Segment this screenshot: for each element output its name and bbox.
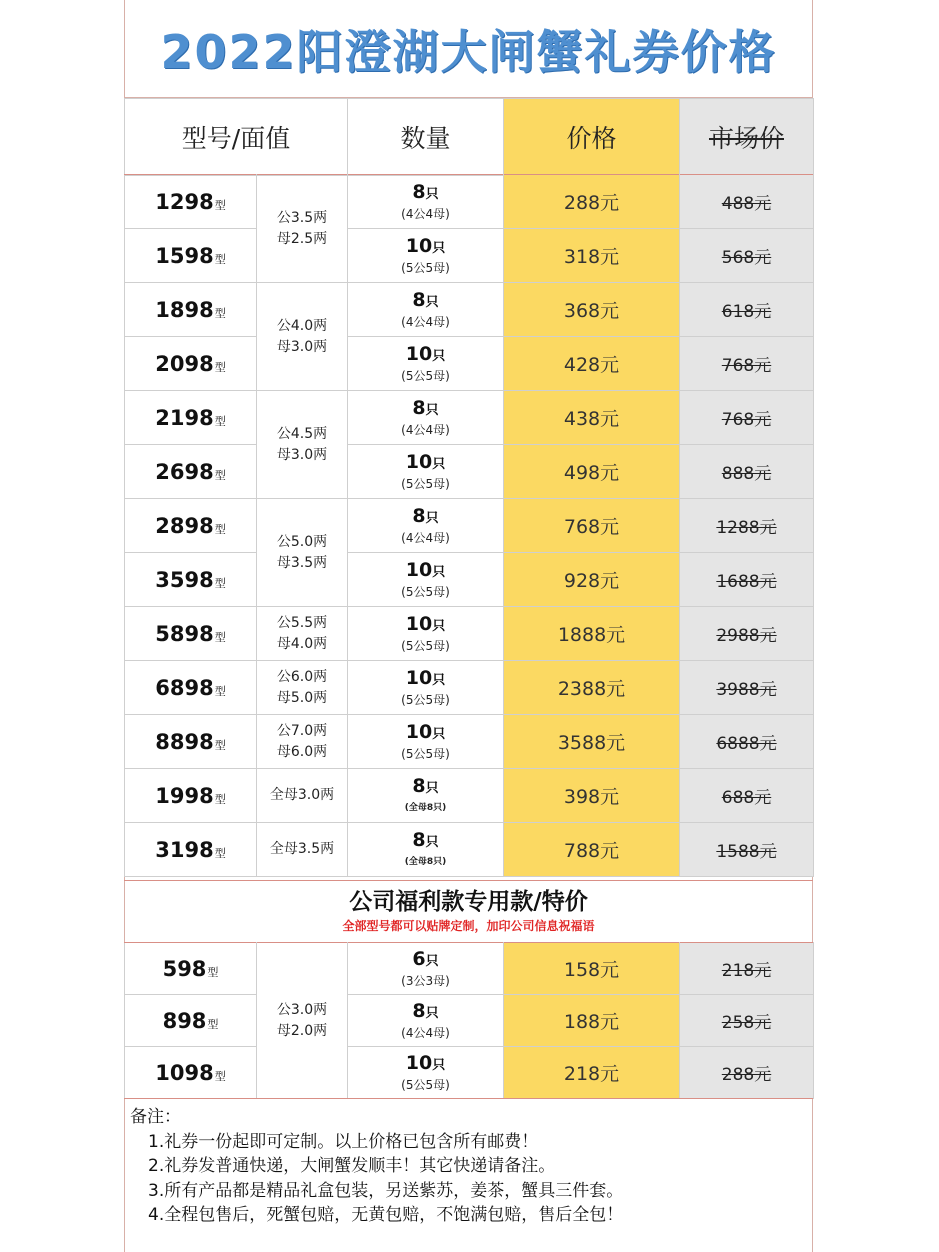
market-price-cell: 618元: [680, 283, 814, 337]
model-unit: 型: [214, 630, 226, 644]
table-row: [125, 229, 814, 283]
qty-unit: 只: [432, 565, 446, 580]
model-cell: [125, 607, 257, 661]
model-number: 898: [162, 1008, 207, 1033]
special-section-header: [124, 880, 813, 942]
market-price-cell: 688元: [680, 769, 814, 823]
price-cell: 158元: [504, 943, 680, 995]
market-price-cell: 258元: [680, 995, 814, 1047]
market-price-cell: 568元: [680, 229, 814, 283]
qty-count: [348, 667, 503, 692]
qty-count: [348, 505, 503, 530]
weight-cell: 公6.0两 母5.0两: [257, 661, 348, 715]
model-cell: [125, 283, 257, 337]
qty-detail: (4公4母): [401, 1026, 450, 1040]
qty-count: [348, 235, 503, 260]
price-cell: 288元: [504, 175, 680, 229]
note-item: 4.全程包售后，死蟹包赔，无黄包赔，不饱满包赔，售后全包！: [148, 1205, 624, 1225]
qty-count: [348, 397, 503, 422]
model-number: 2898: [155, 513, 214, 538]
market-price-cell: 768元: [680, 391, 814, 445]
qty-cell: [348, 943, 504, 995]
qty-count: [348, 1052, 503, 1077]
qty-unit: 只: [425, 511, 439, 526]
market-price-cell: 1588元: [680, 823, 814, 877]
market-price-cell: 6888元: [680, 715, 814, 769]
model-unit: 型: [214, 576, 226, 590]
qty-count: [348, 451, 503, 476]
price-cell: 788元: [504, 823, 680, 877]
table-row: [125, 943, 814, 995]
model-cell: [125, 337, 257, 391]
weight-cell: 公4.0两 母3.0两: [257, 283, 348, 391]
table-row: [125, 1047, 814, 1099]
qty-cell: [348, 553, 504, 607]
table-row: [125, 823, 814, 877]
qty-number: 10: [405, 721, 433, 743]
qty-number: 10: [405, 613, 433, 635]
qty-count: [348, 948, 503, 973]
qty-number: 6: [412, 948, 426, 970]
qty-cell: [348, 995, 504, 1047]
model-number: 1898: [155, 297, 214, 322]
qty-cell: [348, 499, 504, 553]
market-price-cell: 888元: [680, 445, 814, 499]
header-qty: 数量: [348, 99, 504, 176]
qty-cell: [348, 769, 504, 823]
model-cell: [125, 175, 257, 229]
weight-cell: 全母3.0两: [257, 769, 348, 823]
model-unit: 型: [214, 252, 226, 266]
price-cell: 928元: [504, 553, 680, 607]
market-price-cell: 288元: [680, 1047, 814, 1099]
qty-cell: [348, 715, 504, 769]
model-number: 8898: [155, 729, 214, 754]
weight-cell: 全母3.5两: [257, 823, 348, 877]
price-cell: 498元: [504, 445, 680, 499]
qty-cell: [348, 661, 504, 715]
qty-number: 10: [405, 343, 433, 365]
model-cell: [125, 823, 257, 877]
qty-detail: (4公4母): [401, 531, 450, 545]
table-row: [125, 175, 814, 229]
qty-detail: (4公4母): [401, 423, 450, 437]
qty-detail: (5公5母): [401, 477, 450, 491]
price-cell: 398元: [504, 769, 680, 823]
price-table: [124, 174, 814, 877]
qty-unit: 只: [432, 673, 446, 688]
model-unit: 型: [214, 468, 226, 482]
header-market: 市场价: [680, 99, 814, 176]
header-price: 价格: [504, 99, 680, 176]
market-price-cell: 1688元: [680, 553, 814, 607]
model-cell: [125, 391, 257, 445]
table-row: [125, 715, 814, 769]
qty-detail: (全母8只): [404, 803, 447, 813]
table-row: [125, 445, 814, 499]
qty-unit: 只: [432, 1058, 446, 1073]
qty-unit: 只: [432, 619, 446, 634]
market-price-cell: 218元: [680, 943, 814, 995]
special-price-table: [124, 942, 814, 1099]
page-title: 2022阳澄湖大闸蟹礼券价格: [124, 0, 813, 98]
table-row: [125, 553, 814, 607]
weight-cell: 公4.5两 母3.0两: [257, 391, 348, 499]
model-unit: 型: [207, 965, 219, 979]
model-cell: [125, 995, 257, 1047]
qty-cell: [348, 607, 504, 661]
model-cell: [125, 499, 257, 553]
qty-number: 10: [405, 235, 433, 257]
qty-unit: 只: [425, 187, 439, 202]
price-cell: 188元: [504, 995, 680, 1047]
table-row: [125, 337, 814, 391]
model-number: 2698: [155, 459, 214, 484]
qty-number: 8: [412, 397, 426, 419]
qty-unit: 只: [425, 1006, 439, 1021]
qty-detail: (5公5母): [401, 1078, 450, 1092]
price-cell: 428元: [504, 337, 680, 391]
qty-count: [348, 829, 503, 854]
qty-detail: (5公5母): [401, 639, 450, 653]
qty-unit: 只: [432, 457, 446, 472]
price-cell: 3588元: [504, 715, 680, 769]
notes-label: 备注：: [130, 1107, 181, 1127]
note-item: 2.礼券发普通快递，大闸蟹发顺丰！其它快递请备注。: [148, 1156, 556, 1176]
model-cell: [125, 1047, 257, 1099]
qty-detail: (5公5母): [401, 369, 450, 383]
market-price-cell: 2988元: [680, 607, 814, 661]
table-row: [125, 607, 814, 661]
qty-unit: 只: [432, 349, 446, 364]
qty-detail: (5公5母): [401, 693, 450, 707]
qty-number: 10: [405, 559, 433, 581]
weight-cell: 公5.0两 母3.5两: [257, 499, 348, 607]
model-cell: [125, 553, 257, 607]
market-price-cell: 768元: [680, 337, 814, 391]
qty-unit: 只: [425, 403, 439, 418]
model-cell: [125, 715, 257, 769]
qty-number: 8: [412, 775, 426, 797]
model-number: 3198: [155, 837, 214, 862]
qty-count: [348, 775, 503, 800]
model-unit: 型: [214, 198, 226, 212]
weight-cell: 公3.5两 母2.5两: [257, 175, 348, 283]
weight-cell: 公5.5两 母4.0两: [257, 607, 348, 661]
model-number: 2098: [155, 351, 214, 376]
model-number: 5898: [155, 621, 214, 646]
table-header: [124, 98, 814, 176]
note-item: 3.所有产品都是精品礼盒包装，另送紫苏，姜茶，蟹具三件套。: [148, 1180, 624, 1201]
model-number: 1298: [155, 189, 214, 214]
table-row: [125, 499, 814, 553]
model-number: 1598: [155, 243, 214, 268]
model-unit: 型: [214, 738, 226, 752]
table-row: [125, 995, 814, 1047]
model-unit: 型: [214, 360, 226, 374]
qty-number: 8: [412, 829, 426, 851]
qty-number: 8: [412, 1000, 426, 1022]
qty-number: 10: [405, 451, 433, 473]
model-cell: [125, 769, 257, 823]
notes: [124, 1098, 813, 1252]
table-row: [125, 769, 814, 823]
market-price-cell: 488元: [680, 175, 814, 229]
price-cell: 2388元: [504, 661, 680, 715]
weight-cell: 公7.0两 母6.0两: [257, 715, 348, 769]
qty-number: 8: [412, 505, 426, 527]
note-item: 1.礼券一份起即可定制。以上价格已包含所有邮费！: [148, 1131, 539, 1152]
model-unit: 型: [207, 1017, 219, 1031]
qty-unit: 只: [425, 954, 439, 969]
model-number: 3598: [155, 567, 214, 592]
qty-detail: (5公5母): [401, 585, 450, 599]
model-cell: [125, 661, 257, 715]
price-cell: 368元: [504, 283, 680, 337]
qty-detail: (5公5母): [401, 261, 450, 275]
qty-unit: 只: [432, 727, 446, 742]
qty-unit: 只: [425, 295, 439, 310]
qty-count: [348, 613, 503, 638]
model-cell: [125, 229, 257, 283]
qty-detail: (5公5母): [401, 747, 450, 761]
qty-detail: (全母8只): [404, 857, 447, 867]
model-cell: [125, 943, 257, 995]
qty-unit: 只: [425, 835, 439, 850]
price-cell: 218元: [504, 1047, 680, 1099]
header-model: 型号/面值: [125, 99, 348, 176]
table-row: [125, 391, 814, 445]
price-cell: 438元: [504, 391, 680, 445]
model-unit: 型: [214, 1069, 226, 1083]
qty-count: [348, 343, 503, 368]
table-row: [125, 283, 814, 337]
qty-cell: [348, 391, 504, 445]
model-number: 1098: [155, 1060, 214, 1085]
qty-count: [348, 559, 503, 584]
qty-unit: 只: [432, 241, 446, 256]
model-unit: 型: [214, 792, 226, 806]
model-number: 598: [162, 956, 207, 981]
model-unit: 型: [214, 684, 226, 698]
price-cell: 1888元: [504, 607, 680, 661]
qty-number: 8: [412, 181, 426, 203]
qty-number: 10: [405, 667, 433, 689]
weight-cell: 公3.0两 母2.0两: [257, 943, 348, 1099]
qty-count: [348, 1000, 503, 1025]
qty-number: 10: [405, 1052, 433, 1074]
market-price-cell: 1288元: [680, 499, 814, 553]
model-unit: 型: [214, 846, 226, 860]
qty-cell: [348, 229, 504, 283]
qty-cell: [348, 823, 504, 877]
qty-cell: [348, 445, 504, 499]
qty-cell: [348, 175, 504, 229]
price-cell: 318元: [504, 229, 680, 283]
market-price-cell: 3988元: [680, 661, 814, 715]
special-subtitle: 全部型号都可以贴牌定制，加印公司信息祝福语: [342, 919, 595, 933]
model-unit: 型: [214, 522, 226, 536]
qty-detail: (4公4母): [401, 315, 450, 329]
model-cell: [125, 445, 257, 499]
special-title: 公司福利款专用款/特价: [349, 889, 588, 915]
qty-unit: 只: [425, 781, 439, 796]
model-unit: 型: [214, 414, 226, 428]
qty-cell: [348, 1047, 504, 1099]
model-number: 1998: [155, 783, 214, 808]
model-unit: 型: [214, 306, 226, 320]
qty-count: [348, 181, 503, 206]
qty-cell: [348, 283, 504, 337]
qty-cell: [348, 337, 504, 391]
model-number: 2198: [155, 405, 214, 430]
qty-count: [348, 289, 503, 314]
table-row: [125, 661, 814, 715]
price-cell: 768元: [504, 499, 680, 553]
qty-count: [348, 721, 503, 746]
qty-number: 8: [412, 289, 426, 311]
qty-detail: (4公4母): [401, 207, 450, 221]
model-number: 6898: [155, 675, 214, 700]
qty-detail: (3公3母): [401, 974, 450, 988]
